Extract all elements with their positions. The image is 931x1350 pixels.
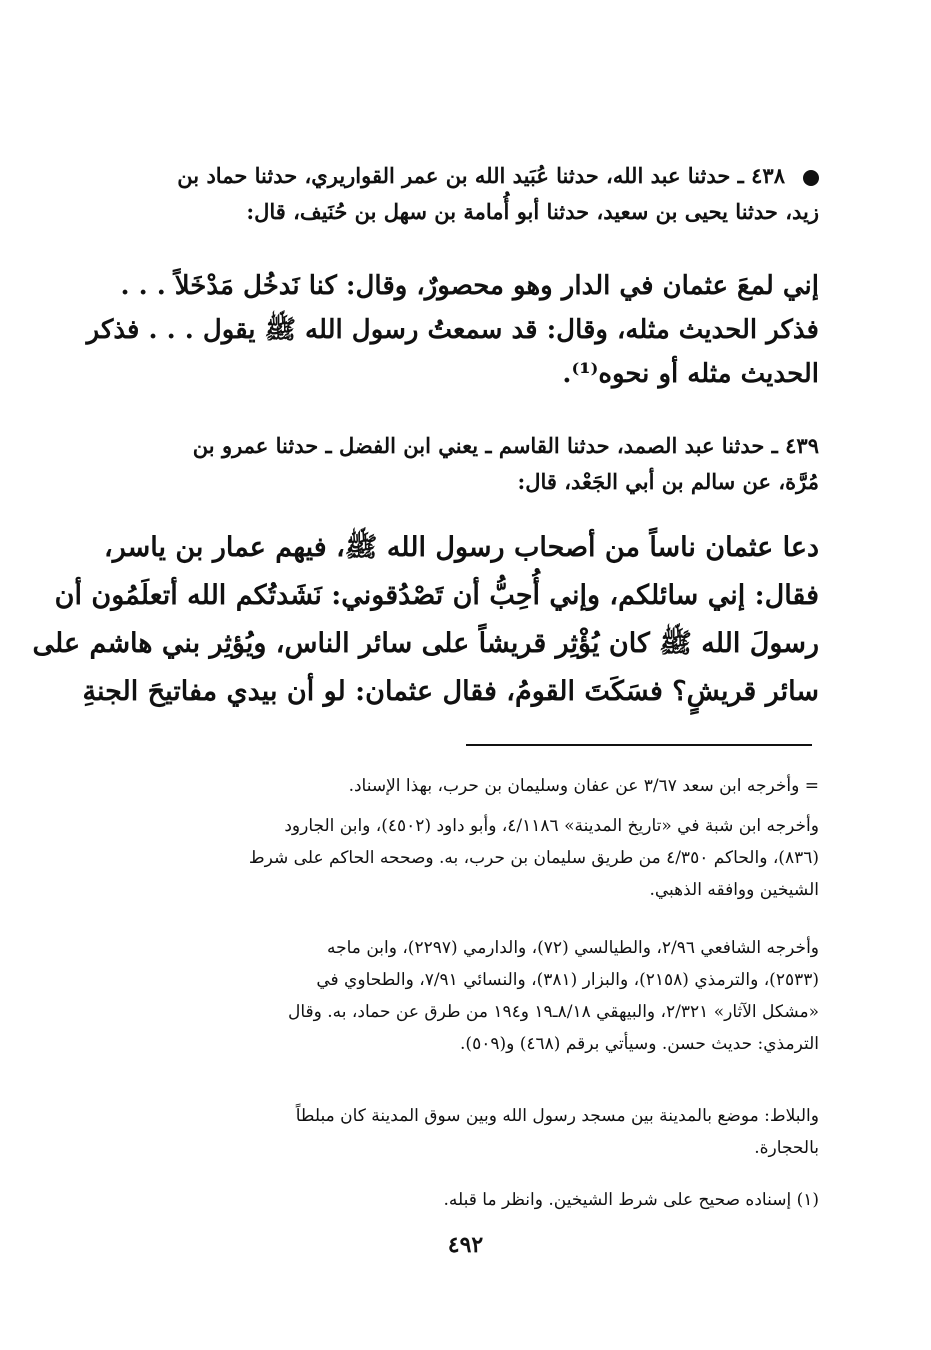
hadith-439-matn-line: سائر قريشٍ؟ فسَكَتَ القومُ، فقال عثمان: لو أن بيدي مفاتيحَ الجنةِ: [82, 676, 819, 707]
hadith-439-matn-line: فقال: إني سائلكم، وإني أُحِبُّ أن تَصْدُقوني: نَشَدتُكم الله أتعلَمُون أن: [54, 580, 819, 611]
footnote-line: بالحجارة.: [754, 1138, 819, 1158]
hadith-439-matn-line: رسولَ الله ﷺ كان يُؤْثِر قريشاً على سائر الناس، ويُؤثِر بني هاشم على: [32, 628, 819, 659]
hadith-439-matn: [32, 524, 819, 716]
bullet-icon: [803, 170, 819, 186]
hadith-438-isnad-line: ٤٣٨ ـ حدثنا عبد الله، حدثنا عُبَيد الله بن عمر القواريري، حدثنا حماد بن: [119, 158, 819, 194]
footnote-line: وأخرجه الشافعي ٢/٩٦، والطيالسي (٧٢)، والدارمي (٢٢٩٧)، وابن ماجه: [327, 938, 819, 958]
footnote-line: = وأخرجه ابن سعد ٣/٦٧ عن عفان وسليمان بن حرب، بهذا الإسناد.: [348, 776, 819, 796]
hadith-439-isnad: [119, 428, 819, 500]
footnote-1: [119, 1184, 819, 1216]
footnote-line: والبلاط: موضع بالمدينة بين مسجد رسول الله وبين سوق المدينة كان مبلطاً: [295, 1106, 819, 1126]
hadith-438-matn: [86, 264, 819, 396]
footnote-line: (١) إسناده صحيح على شرط الشيخين. وانظر ما قبله.: [443, 1190, 819, 1210]
footnote-divider: [466, 744, 812, 746]
hadith-438-matn-line: الحديث مثله أو نحوه⁽¹⁾.: [562, 359, 819, 389]
footnote-line: الشيخين ووافقه الذهبي.: [649, 880, 819, 900]
footnote-line: «مشكل الآثار» ٢/٣٢١، والبيهقي ٨/١٨ـ١٩ و١٩٤ من طرق عن حماد، به. وقال: [288, 1002, 819, 1022]
hadith-438-isnad: [119, 158, 819, 230]
footnote-line: (٨٣٦)، والحاكم ٤/٣٥٠ من طريق سليمان بن حرب، به. وصححه الحاكم على شرط: [248, 848, 819, 868]
footnote-line: (٢٥٣٣)، والترمذي (٢١٥٨)، والبزار (٣٨١)، والنسائي ٧/٩١، والطحاوي في: [316, 970, 819, 990]
hadith-439-matn-line: دعا عثمان ناساً من أصحاب رسول الله ﷺ، فيهم عمار بن ياسر،: [104, 532, 819, 563]
footnote-continuation: [119, 770, 819, 802]
footnote-paragraph: [119, 1100, 819, 1164]
hadith-438-isnad-line: زيد، حدثنا يحيى بن سعيد، حدثنا أبو أُمامة بن سهل بن حُنَيف، قال:: [246, 199, 819, 224]
footnote-line: الترمذي: حديث حسن. وسيأتي برقم (٤٦٨) و(٥٠٩).: [460, 1034, 819, 1054]
hadith-439-isnad-line: مُرَّة، عن سالم بن أبي الجَعْد، قال:: [517, 469, 819, 494]
footnote-line: وأخرجه ابن شبة في «تاريخ المدينة» ٤/١١٨٦، وأبو داود (٤٥٠٢)، وابن الجارود: [284, 816, 819, 836]
hadith-438-matn-line: فذكر الحديث مثله، وقال: قد سمعتُ رسول الله ﷺ يقول . . . فذكر: [86, 315, 819, 345]
hadith-439-isnad-line: ٤٣٩ ـ حدثنا عبد الصمد، حدثنا القاسم ـ يعني ابن الفضل ـ حدثنا عمرو بن: [192, 433, 819, 458]
hadith-438-matn-line: إني لمعَ عثمان في الدار وهو محصورٌ، وقال: كنا نَدخُل مَدْخَلاً . . .: [120, 271, 819, 301]
page-number: ٤٩٢: [447, 1232, 484, 1258]
footnote-paragraph: [119, 810, 819, 906]
footnote-paragraph: [119, 932, 819, 1060]
